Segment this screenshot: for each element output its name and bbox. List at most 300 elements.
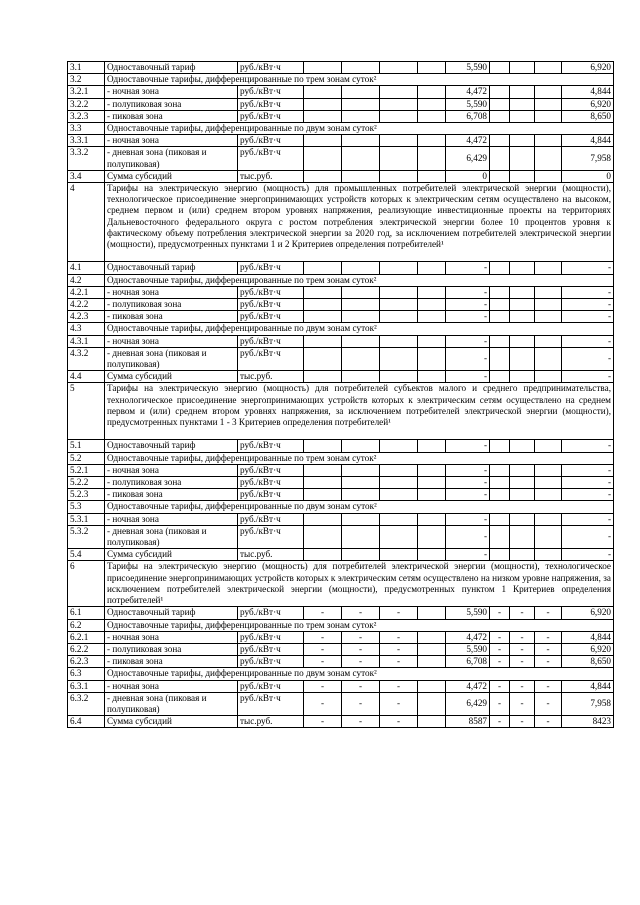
value-cell — [380, 98, 418, 110]
value-cell — [304, 170, 342, 182]
unit-cell: тыс.руб. — [238, 371, 304, 383]
row-number: 3.2.2 — [68, 98, 105, 110]
table-row — [68, 668, 614, 680]
value-cell — [304, 98, 342, 110]
value-cell — [535, 62, 562, 74]
tariff-name: - ночная зона — [105, 464, 238, 476]
value-cell: - — [490, 631, 510, 643]
tariff-value: - — [562, 513, 614, 525]
value-cell: - — [380, 680, 418, 692]
value-cell: - — [510, 716, 535, 728]
value-cell — [490, 335, 510, 347]
tariff-value: 8,650 — [562, 110, 614, 122]
unit-cell: руб./кВт·ч — [238, 62, 304, 74]
unit-cell: руб./кВт·ч — [238, 335, 304, 347]
value-cell — [380, 262, 418, 274]
value-cell: - — [490, 643, 510, 655]
value-cell: - — [535, 680, 562, 692]
value-cell — [342, 170, 380, 182]
value-cell — [418, 347, 446, 370]
value-cell — [380, 440, 418, 452]
tariff-name: - ночная зона — [105, 631, 238, 643]
table-row — [68, 335, 614, 347]
value-cell: - — [304, 656, 342, 668]
tariff-value: - — [446, 347, 490, 370]
value-cell — [342, 62, 380, 74]
unit-cell: руб./кВт·ч — [238, 311, 304, 323]
row-number: 6.2 — [68, 619, 105, 631]
value-cell — [510, 440, 535, 452]
row-number: 6.2.3 — [68, 656, 105, 668]
tariff-name: - пиковая зона — [105, 311, 238, 323]
tariff-value: - — [562, 311, 614, 323]
tariff-value: - — [446, 525, 490, 548]
unit-cell: руб./кВт·ч — [238, 680, 304, 692]
value-cell — [342, 262, 380, 274]
value-cell — [418, 440, 446, 452]
table-row — [68, 98, 614, 110]
value-cell — [535, 525, 562, 548]
subsection-title: Одноставочные тарифы, дифференцированные по трем зонам суток² — [105, 619, 614, 631]
tariff-table-body — [68, 62, 614, 728]
value-cell — [490, 286, 510, 298]
value-cell — [490, 549, 510, 561]
tariff-name: - дневная зона (пиковая и полупиковая) — [105, 692, 238, 715]
tariff-value: - — [446, 440, 490, 452]
value-cell — [342, 299, 380, 311]
table-row — [68, 440, 614, 452]
table-row — [68, 347, 614, 370]
value-cell — [418, 631, 446, 643]
value-cell — [535, 110, 562, 122]
table-row — [68, 262, 614, 274]
row-number: 4.2.1 — [68, 286, 105, 298]
unit-cell: руб./кВт·ч — [238, 692, 304, 715]
tariff-name: - дневная зона (пиковая и полупиковая) — [105, 347, 238, 370]
tariff-value: 4,844 — [562, 135, 614, 147]
tariff-value: 5,590 — [446, 62, 490, 74]
tariff-name: - дневная зона (пиковая и полупиковая) — [105, 147, 238, 170]
value-cell: - — [342, 643, 380, 655]
row-number: 6.3.1 — [68, 680, 105, 692]
tariff-name: - ночная зона — [105, 335, 238, 347]
table-row — [68, 62, 614, 74]
table-row — [68, 86, 614, 98]
value-cell: - — [304, 607, 342, 619]
value-cell — [342, 347, 380, 370]
value-cell — [304, 477, 342, 489]
value-cell: - — [490, 680, 510, 692]
tariff-name: - полупиковая зона — [105, 98, 238, 110]
tariff-value: 6,920 — [562, 62, 614, 74]
value-cell — [342, 549, 380, 561]
tariff-value: - — [562, 489, 614, 501]
value-cell — [304, 347, 342, 370]
tariff-value: 6,708 — [446, 110, 490, 122]
tariff-name: - полупиковая зона — [105, 643, 238, 655]
value-cell — [510, 62, 535, 74]
value-cell — [342, 86, 380, 98]
value-cell — [490, 62, 510, 74]
row-number: 4.2.2 — [68, 299, 105, 311]
value-cell — [535, 135, 562, 147]
unit-cell: руб./кВт·ч — [238, 262, 304, 274]
unit-cell: тыс.руб. — [238, 549, 304, 561]
tariff-value: 6,920 — [562, 607, 614, 619]
tariff-value: - — [446, 464, 490, 476]
value-cell: - — [490, 607, 510, 619]
tariff-value: - — [446, 549, 490, 561]
tariff-name: Сумма субсидий — [105, 716, 238, 728]
value-cell — [418, 680, 446, 692]
value-cell — [510, 477, 535, 489]
row-number: 3.2.1 — [68, 86, 105, 98]
tariff-value: 4,472 — [446, 135, 490, 147]
table-row — [68, 274, 614, 286]
table-row — [68, 656, 614, 668]
value-cell — [490, 86, 510, 98]
value-cell: - — [490, 716, 510, 728]
value-cell — [418, 335, 446, 347]
row-number: 5.2.1 — [68, 464, 105, 476]
value-cell — [490, 513, 510, 525]
tariff-value: - — [562, 335, 614, 347]
row-number: 5.1 — [68, 440, 105, 452]
table-row — [68, 692, 614, 715]
table-row — [68, 383, 614, 440]
table-row — [68, 110, 614, 122]
row-number: 5.2 — [68, 452, 105, 464]
value-cell — [304, 299, 342, 311]
value-cell — [342, 311, 380, 323]
value-cell — [304, 440, 342, 452]
row-number: 6.2.1 — [68, 631, 105, 643]
tariff-value: 4,472 — [446, 631, 490, 643]
value-cell — [342, 464, 380, 476]
value-cell — [380, 371, 418, 383]
value-cell — [418, 716, 446, 728]
value-cell — [304, 513, 342, 525]
value-cell — [535, 347, 562, 370]
value-cell — [418, 311, 446, 323]
tariff-name: - полупиковая зона — [105, 299, 238, 311]
value-cell: - — [380, 692, 418, 715]
unit-cell: руб./кВт·ч — [238, 86, 304, 98]
value-cell — [418, 299, 446, 311]
tariff-name: - пиковая зона — [105, 656, 238, 668]
table-row — [68, 452, 614, 464]
tariff-name: - ночная зона — [105, 135, 238, 147]
table-row — [68, 371, 614, 383]
tariff-value: - — [446, 286, 490, 298]
value-cell — [380, 170, 418, 182]
tariff-name: Сумма субсидий — [105, 371, 238, 383]
row-number: 5.2.3 — [68, 489, 105, 501]
tariff-value: - — [562, 440, 614, 452]
row-number: 4.3.2 — [68, 347, 105, 370]
value-cell: - — [535, 631, 562, 643]
value-cell — [535, 513, 562, 525]
value-cell — [490, 98, 510, 110]
tariff-value: - — [446, 311, 490, 323]
value-cell — [490, 489, 510, 501]
tariff-value: 4,472 — [446, 86, 490, 98]
value-cell — [342, 525, 380, 548]
value-cell: - — [380, 643, 418, 655]
value-cell — [418, 513, 446, 525]
value-cell — [535, 286, 562, 298]
value-cell: - — [304, 692, 342, 715]
value-cell — [380, 513, 418, 525]
unit-cell: руб./кВт·ч — [238, 631, 304, 643]
value-cell — [510, 347, 535, 370]
value-cell: - — [510, 692, 535, 715]
value-cell — [418, 692, 446, 715]
value-cell: - — [304, 643, 342, 655]
tariff-name: - пиковая зона — [105, 489, 238, 501]
value-cell — [510, 98, 535, 110]
value-cell — [490, 440, 510, 452]
table-row — [68, 286, 614, 298]
value-cell: - — [304, 716, 342, 728]
value-cell — [510, 371, 535, 383]
value-cell — [535, 477, 562, 489]
value-cell — [380, 286, 418, 298]
value-cell — [490, 525, 510, 548]
tariff-value: - — [562, 371, 614, 383]
row-number: 4.2.3 — [68, 311, 105, 323]
row-number: 3.3.2 — [68, 147, 105, 170]
tariff-value: 8,650 — [562, 656, 614, 668]
tariff-value: - — [562, 286, 614, 298]
value-cell: - — [510, 631, 535, 643]
row-number: 5.3 — [68, 501, 105, 513]
value-cell — [342, 286, 380, 298]
value-cell — [535, 98, 562, 110]
value-cell — [304, 549, 342, 561]
value-cell — [510, 489, 535, 501]
tariff-value: 7,958 — [562, 147, 614, 170]
tariff-value: 6,429 — [446, 692, 490, 715]
tariff-value: - — [562, 477, 614, 489]
value-cell — [490, 170, 510, 182]
value-cell — [304, 311, 342, 323]
tariff-value: - — [562, 549, 614, 561]
value-cell — [535, 489, 562, 501]
value-cell: - — [342, 680, 380, 692]
table-row — [68, 123, 614, 135]
subsection-title: Одноставочные тарифы, дифференцированные по двум зонам суток² — [105, 323, 614, 335]
row-number: 6.2.2 — [68, 643, 105, 655]
unit-cell: руб./кВт·ч — [238, 440, 304, 452]
value-cell — [510, 286, 535, 298]
tariff-value: 0 — [562, 170, 614, 182]
unit-cell: руб./кВт·ч — [238, 643, 304, 655]
value-cell — [510, 86, 535, 98]
row-number: 3.2.3 — [68, 110, 105, 122]
unit-cell: руб./кВт·ч — [238, 656, 304, 668]
value-cell: - — [304, 680, 342, 692]
value-cell — [490, 110, 510, 122]
value-cell — [490, 147, 510, 170]
value-cell — [304, 371, 342, 383]
tariff-value: 6,920 — [562, 98, 614, 110]
tariff-value: 4,472 — [446, 680, 490, 692]
value-cell: - — [510, 656, 535, 668]
tariff-name: Одноставочный тариф — [105, 62, 238, 74]
value-cell — [342, 98, 380, 110]
row-number: 4.4 — [68, 371, 105, 383]
table-row — [68, 716, 614, 728]
table-row — [68, 680, 614, 692]
value-cell — [342, 147, 380, 170]
tariff-value: 4,844 — [562, 680, 614, 692]
value-cell: - — [342, 716, 380, 728]
value-cell — [342, 513, 380, 525]
value-cell — [535, 549, 562, 561]
value-cell: - — [490, 656, 510, 668]
value-cell: - — [380, 631, 418, 643]
table-row — [68, 501, 614, 513]
value-cell — [418, 86, 446, 98]
subsection-title: Одноставочные тарифы, дифференцированные по двум зонам суток² — [105, 123, 614, 135]
table-row — [68, 299, 614, 311]
value-cell — [535, 311, 562, 323]
value-cell — [304, 286, 342, 298]
tariff-value: 5,590 — [446, 98, 490, 110]
value-cell — [380, 135, 418, 147]
table-row — [68, 619, 614, 631]
value-cell — [418, 549, 446, 561]
value-cell — [342, 489, 380, 501]
tariff-value: - — [562, 262, 614, 274]
unit-cell: руб./кВт·ч — [238, 513, 304, 525]
tariff-value: - — [562, 347, 614, 370]
unit-cell: руб./кВт·ч — [238, 464, 304, 476]
value-cell — [380, 525, 418, 548]
row-number: 5.4 — [68, 549, 105, 561]
row-number: 5 — [68, 383, 105, 440]
value-cell — [535, 464, 562, 476]
tariff-value: - — [446, 489, 490, 501]
subsection-title: Одноставочные тарифы, дифференцированные по трем зонам суток² — [105, 274, 614, 286]
table-row — [68, 311, 614, 323]
value-cell: - — [510, 680, 535, 692]
value-cell — [380, 347, 418, 370]
value-cell — [510, 549, 535, 561]
row-number: 6.3 — [68, 668, 105, 680]
value-cell — [418, 286, 446, 298]
value-cell — [304, 489, 342, 501]
value-cell — [490, 347, 510, 370]
row-number: 4 — [68, 183, 105, 262]
value-cell — [510, 262, 535, 274]
tariff-name: Сумма субсидий — [105, 549, 238, 561]
tariff-value: - — [446, 299, 490, 311]
value-cell — [342, 110, 380, 122]
tariff-table — [67, 61, 614, 728]
value-cell — [535, 170, 562, 182]
value-cell: - — [535, 656, 562, 668]
tariff-value: 5,590 — [446, 607, 490, 619]
subsection-title: Одноставочные тарифы, дифференцированные по трем зонам суток² — [105, 452, 614, 464]
tariff-value: - — [446, 371, 490, 383]
table-row — [68, 74, 614, 86]
value-cell — [510, 464, 535, 476]
unit-cell: руб./кВт·ч — [238, 525, 304, 548]
value-cell — [510, 513, 535, 525]
unit-cell: руб./кВт·ч — [238, 607, 304, 619]
value-cell — [535, 147, 562, 170]
value-cell — [380, 86, 418, 98]
tariff-value: - — [446, 513, 490, 525]
tariff-name: - полупиковая зона — [105, 477, 238, 489]
value-cell — [418, 62, 446, 74]
tariff-name: - ночная зона — [105, 286, 238, 298]
tariff-name: - ночная зона — [105, 680, 238, 692]
value-cell — [418, 170, 446, 182]
value-cell: - — [510, 607, 535, 619]
table-row — [68, 170, 614, 182]
section-title: Тарифы на электрическую энергию (мощность) для промышленных потребителей электрической энергии (мощности), технологическое присоединение энергопринимающих устройств которых к электрическим сетям осуществлено на высоком, среднем первом и (или) среднем втором уровнях напряжения, реализующие инвестиционные проекты на территориях Дальневосточного федерального округа с ростом потребления электрической энергии более 10 процентов уровня к фактическому объему потребления электрической энергии за 2020 год, за исключением потребителей электрической энергии (мощности), предусмотренных пунктами 1 и 2 Критериев определения потребителей¹ — [105, 183, 614, 262]
value-cell — [380, 477, 418, 489]
value-cell — [380, 335, 418, 347]
tariff-value: - — [562, 525, 614, 548]
table-row — [68, 489, 614, 501]
value-cell — [304, 525, 342, 548]
table-row — [68, 323, 614, 335]
value-cell — [418, 464, 446, 476]
value-cell — [510, 110, 535, 122]
value-cell — [510, 170, 535, 182]
value-cell — [418, 147, 446, 170]
value-cell — [535, 86, 562, 98]
unit-cell: тыс.руб. — [238, 716, 304, 728]
row-number: 3.1 — [68, 62, 105, 74]
table-row — [68, 513, 614, 525]
value-cell — [304, 62, 342, 74]
unit-cell: руб./кВт·ч — [238, 347, 304, 370]
table-row — [68, 147, 614, 170]
value-cell — [304, 262, 342, 274]
value-cell: - — [342, 631, 380, 643]
value-cell — [490, 135, 510, 147]
value-cell — [490, 311, 510, 323]
unit-cell: руб./кВт·ч — [238, 489, 304, 501]
tariff-value: - — [446, 262, 490, 274]
value-cell — [535, 371, 562, 383]
row-number: 3.3.1 — [68, 135, 105, 147]
value-cell — [380, 110, 418, 122]
value-cell — [490, 477, 510, 489]
row-number: 6.1 — [68, 607, 105, 619]
row-number: 5.2.2 — [68, 477, 105, 489]
value-cell: - — [380, 716, 418, 728]
tariff-value: 0 — [446, 170, 490, 182]
value-cell: - — [535, 643, 562, 655]
tariff-name: - ночная зона — [105, 86, 238, 98]
subsection-title: Одноставочные тарифы, дифференцированные по двум зонам суток² — [105, 501, 614, 513]
unit-cell: тыс.руб. — [238, 170, 304, 182]
value-cell — [418, 607, 446, 619]
subsection-title: Одноставочные тарифы, дифференцированные по двум зонам суток² — [105, 668, 614, 680]
tariff-name: Одноставочный тариф — [105, 262, 238, 274]
value-cell — [535, 299, 562, 311]
unit-cell: руб./кВт·ч — [238, 98, 304, 110]
value-cell — [535, 440, 562, 452]
value-cell: - — [380, 607, 418, 619]
value-cell — [342, 440, 380, 452]
